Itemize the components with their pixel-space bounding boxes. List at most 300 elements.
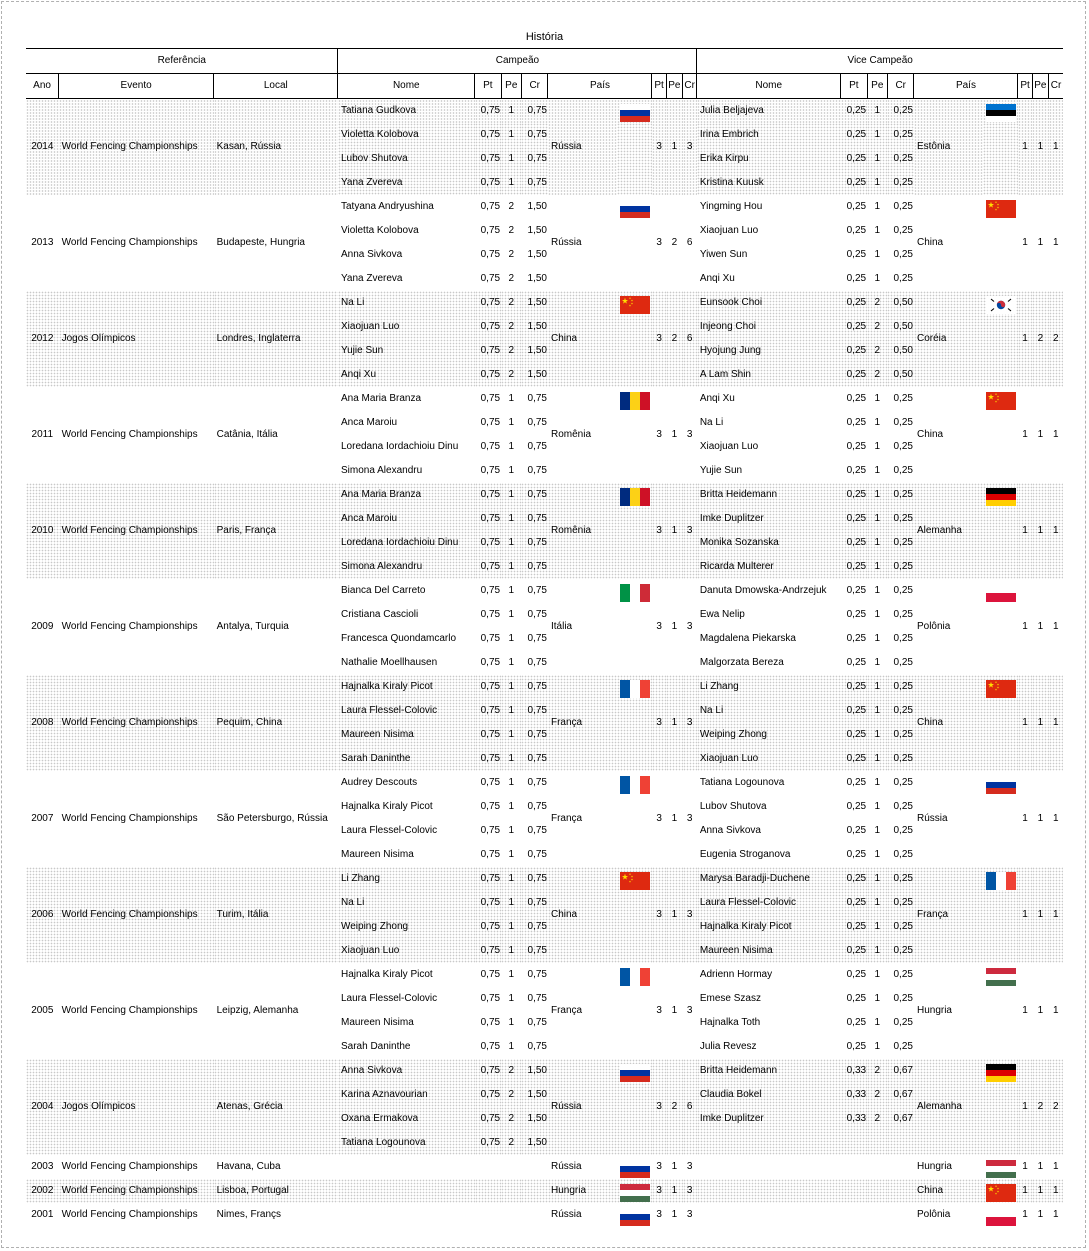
champion-member-name	[338, 1179, 475, 1203]
year-cell: 2006	[26, 867, 59, 963]
vice-total-pe: 1	[1032, 675, 1048, 771]
vice-total-pt: 1	[1018, 675, 1032, 771]
vice-member-cr: 0,25	[887, 483, 914, 507]
champion-member-name: Sarah Daninthe	[340, 1041, 411, 1052]
vice-member-cr: 0,25	[893, 993, 913, 1004]
vice-flag-spacer	[983, 171, 1018, 195]
vice-member-pt: 0,25	[841, 363, 868, 387]
champion-flag-spacer	[617, 147, 652, 171]
champion-member-pt: 0,75	[480, 585, 501, 596]
champion-member-pe: 1	[508, 969, 515, 980]
vice-member-pe: 2	[867, 315, 887, 339]
champion-total-pe: 1	[666, 675, 682, 771]
romania-flag-icon	[620, 392, 650, 410]
vice-member-pt	[841, 1131, 868, 1155]
champion-country: Romênia	[550, 429, 592, 440]
col-local: Local	[214, 74, 338, 99]
vice-member-pe: 1	[867, 555, 887, 579]
champion-flag-spacer	[617, 339, 652, 363]
vice-total-pe: 1	[1032, 867, 1048, 963]
champion-total-pe: 2	[671, 237, 678, 248]
champion-flag-spacer	[617, 795, 652, 819]
champion-total-cr: 6	[683, 1059, 697, 1155]
champion-member-name: Francesca Quondamcarlo	[340, 633, 457, 644]
vice-total-pe: 1	[1037, 621, 1044, 632]
local-cell: Havana, Cuba	[216, 1161, 281, 1172]
champion-flag-spacer	[617, 819, 652, 843]
champion-member-cr: 1,50	[527, 249, 547, 260]
russia-flag-icon	[620, 1208, 650, 1226]
champion-member-cr: 1,50	[527, 273, 547, 284]
vice-member-pe: 1	[874, 1041, 881, 1052]
vice-member-name: Anqi Xu	[699, 273, 735, 284]
champion-member-cr: 1,50	[521, 1107, 548, 1131]
vice-member-pe: 1	[867, 531, 887, 555]
vice-flag-cell	[983, 1059, 1018, 1083]
france-flag-icon	[620, 776, 650, 794]
champion-flag-cell	[617, 579, 652, 603]
champion-total-pt: 3	[656, 1209, 662, 1220]
vice-member-pe: 1	[874, 1017, 881, 1028]
vice-country: China	[916, 237, 944, 248]
champion-member-cr	[521, 1179, 548, 1203]
vice-country: China	[914, 1179, 983, 1203]
vice-country: Alemanha	[914, 483, 983, 579]
champion-flag-spacer	[617, 1131, 652, 1155]
champion-member-name: Hajnalka Kiraly Picot	[338, 675, 475, 699]
local-cell: Antalya, Turquia	[216, 621, 289, 632]
event-group	[26, 1179, 1063, 1203]
champion-total-pe: 1	[666, 867, 682, 963]
champion-country: Hungria	[548, 1179, 617, 1203]
champion-member-name: Anqi Xu	[338, 363, 475, 387]
champion-member-pt: 0,75	[475, 123, 502, 147]
champion-member-pe: 1	[501, 699, 521, 723]
champion-total-cr: 3	[683, 483, 697, 579]
event-group	[26, 291, 1063, 387]
champion-country: Rússia	[548, 99, 617, 196]
table-row	[26, 291, 1063, 315]
vice-member-cr: 0,25	[893, 1041, 913, 1052]
vice-total-pt: 1	[1018, 1179, 1032, 1203]
vice-member-cr: 0,25	[893, 417, 913, 428]
vice-flag-cell	[983, 195, 1018, 219]
year-cell: 2005	[31, 1005, 54, 1016]
champion-member-name: Oxana Ermakova	[338, 1107, 475, 1131]
vice-total-pe: 1	[1032, 99, 1048, 196]
champion-member-pe: 1	[508, 465, 515, 476]
vice-member-pe: 1	[874, 633, 881, 644]
vice-member-pt: 0,25	[846, 465, 867, 476]
champion-member-pt: 0,75	[475, 315, 502, 339]
year-cell: 2010	[26, 483, 59, 579]
champion-total-pe: 1	[671, 1005, 678, 1016]
champion-flag-cell	[617, 1059, 652, 1083]
vice-member-cr: 0,50	[887, 363, 914, 387]
vice-member-pe: 1	[867, 915, 887, 939]
champion-member-cr: 1,50	[521, 1131, 548, 1155]
champion-flag-spacer	[617, 915, 652, 939]
vice-member-name: Kristina Kuusk	[697, 171, 841, 195]
col-pe: Pe	[501, 74, 521, 99]
vice-member-pe: 1	[874, 441, 881, 452]
event-group	[26, 99, 1063, 196]
champion-member-pt: 0,75	[480, 801, 501, 812]
champion-member-name: Hajnalka Kiraly Picot	[340, 801, 433, 812]
champion-member-pe: 1	[508, 849, 515, 860]
year-cell: 2001	[31, 1209, 54, 1220]
vice-member-name	[697, 1203, 841, 1227]
champion-member-cr: 0,75	[521, 531, 548, 555]
event-cell: World Fencing Championships	[59, 483, 214, 579]
champion-member-pe: 2	[501, 1083, 521, 1107]
champion-flag-cell	[617, 1155, 652, 1179]
vice-flag-spacer	[983, 891, 1018, 915]
champion-total-cr: 6	[686, 237, 693, 248]
vice-member-name: Marysa Baradji-Duchene	[697, 867, 841, 891]
champion-member-name: Tatiana Logounova	[338, 1131, 475, 1155]
champion-flag-cell	[617, 1203, 652, 1227]
vice-member-pe: 1	[874, 825, 881, 836]
vice-member-name: Imke Duplitzer	[697, 1107, 841, 1131]
champion-member-pt: 0,75	[475, 507, 502, 531]
china-flag-icon	[986, 200, 1016, 218]
champion-flag-spacer	[617, 315, 652, 339]
champion-total-pe: 1	[671, 429, 678, 440]
vice-member-cr: 0,25	[893, 465, 913, 476]
vice-member-pt	[841, 1179, 868, 1203]
champion-total-pe: 2	[666, 291, 682, 387]
champion-flag-spacer	[617, 411, 652, 435]
champion-member-cr: 0,75	[527, 465, 547, 476]
vice-flag-spacer	[983, 723, 1018, 747]
champion-flag-cell	[617, 675, 652, 699]
champion-country: China	[548, 291, 617, 387]
vice-total-pe: 1	[1037, 429, 1044, 440]
champion-member-name: Loredana Iordachioiu Dinu	[340, 441, 459, 452]
champion-member-name: Simona Alexandru	[340, 465, 423, 476]
vice-member-cr: 0,25	[893, 777, 913, 788]
vice-member-cr: 0,25	[893, 849, 913, 860]
year-cell: 2004	[26, 1059, 59, 1155]
vice-member-name	[697, 1131, 841, 1155]
vice-flag-spacer	[983, 843, 1018, 867]
vice-member-cr	[887, 1155, 914, 1179]
vice-member-pt: 0,25	[846, 585, 867, 596]
champion-member-cr	[521, 1155, 548, 1179]
champion-flag-cell	[617, 771, 652, 795]
vice-country: Estônia	[914, 99, 983, 196]
vice-flag-spacer	[983, 603, 1018, 627]
champion-total-cr: 6	[683, 291, 697, 387]
vice-member-pe: 2	[867, 363, 887, 387]
vice-member-name: Anna Sivkova	[699, 825, 761, 836]
champion-member-pe: 1	[508, 417, 515, 428]
champion-country: Rússia	[548, 1059, 617, 1155]
champion-member-pe: 2	[501, 315, 521, 339]
vice-country: Hungria	[916, 1161, 952, 1172]
champion-member-pt: 0,75	[480, 417, 501, 428]
champion-member-pe: 2	[501, 291, 521, 315]
france-flag-icon	[986, 872, 1016, 890]
vice-total-pt: 1	[1022, 1161, 1028, 1172]
champion-flag-cell	[617, 1179, 652, 1203]
year-cell: 2013	[31, 237, 54, 248]
champion-member-pt: 0,75	[480, 849, 501, 860]
event-cell: World Fencing Championships	[61, 813, 198, 824]
vice-flag-spacer	[983, 123, 1018, 147]
event-group	[26, 483, 1063, 579]
vice-member-name: Anqi Xu	[699, 393, 735, 404]
champion-member-cr: 1,50	[521, 1059, 548, 1083]
champion-total-pt: 3	[652, 483, 666, 579]
champion-member-pe: 1	[501, 147, 521, 171]
champion-flag-spacer	[617, 363, 652, 387]
event-cell: World Fencing Championships	[61, 1161, 198, 1172]
champion-member-name: Cristiana Cascioli	[340, 609, 419, 620]
champion-member-pe: 2	[501, 339, 521, 363]
vice-member-cr: 0,25	[893, 249, 913, 260]
champion-member-pt: 0,75	[480, 969, 501, 980]
vice-total-pe: 2	[1032, 291, 1048, 387]
champion-member-pe	[501, 1179, 521, 1203]
champion-member-pt: 0,75	[480, 633, 501, 644]
vice-member-name: Na Li	[699, 417, 724, 428]
champion-member-name: Li Zhang	[338, 867, 475, 891]
estonia-flag-icon	[986, 104, 1016, 122]
table-row	[26, 1059, 1063, 1083]
vice-member-pt: 0,25	[846, 825, 867, 836]
vice-flag-cell	[983, 1155, 1018, 1179]
champion-member-cr: 0,75	[521, 723, 548, 747]
vice-total-pt: 1	[1018, 483, 1032, 579]
vice-member-pt: 0,25	[846, 201, 867, 212]
vice-flag-spacer	[983, 1083, 1018, 1107]
vice-member-name: Malgorzata Bereza	[699, 657, 784, 668]
champion-country: Rússia	[550, 1209, 582, 1220]
champion-member-pe: 2	[501, 1059, 521, 1083]
champion-total-pt: 3	[652, 1179, 666, 1203]
champion-member-pe	[501, 1155, 521, 1179]
china-flag-icon	[620, 872, 650, 890]
vice-flag-cell	[983, 867, 1018, 891]
vice-member-pt: 0,25	[841, 507, 868, 531]
vice-member-pe: 1	[867, 867, 887, 891]
vice-total-pt: 1	[1022, 237, 1028, 248]
vice-member-pe: 1	[867, 891, 887, 915]
vice-member-pe: 1	[874, 249, 881, 260]
champion-member-name: Nathalie Moellhausen	[340, 657, 438, 668]
vice-member-pe: 1	[867, 723, 887, 747]
vice-flag-spacer	[983, 507, 1018, 531]
champion-flag-spacer	[617, 939, 652, 963]
vice-member-cr: 0,25	[887, 699, 914, 723]
champion-total-pt: 3	[656, 429, 662, 440]
champion-total-pt: 3	[652, 99, 666, 196]
vice-country: Rússia	[916, 813, 948, 824]
vice-member-name: Xiaojuan Luo	[699, 225, 759, 236]
vice-total-pt: 1	[1018, 99, 1032, 196]
vice-member-cr	[887, 1131, 914, 1155]
year-cell: 2012	[26, 291, 59, 387]
year-cell: 2014	[26, 99, 59, 196]
local-cell: Turim, Itália	[214, 867, 338, 963]
event-group	[26, 1203, 1063, 1227]
champion-member-name: Bianca Del Carreto	[340, 585, 426, 596]
champion-member-name: Loredana Iordachioiu Dinu	[338, 531, 475, 555]
event-cell: World Fencing Championships	[61, 1005, 198, 1016]
vice-member-pe: 1	[867, 171, 887, 195]
vice-member-cr: 0,25	[893, 825, 913, 836]
vice-member-cr: 0,25	[887, 507, 914, 531]
champion-member-cr: 0,75	[527, 849, 547, 860]
champion-member-pe: 1	[508, 993, 515, 1004]
vice-member-cr: 0,25	[893, 657, 913, 668]
vice-member-cr	[887, 1203, 914, 1227]
champion-flag-spacer	[617, 1011, 652, 1035]
champion-member-pe: 1	[501, 747, 521, 771]
vice-member-name: Monika Sozanska	[697, 531, 841, 555]
champion-member-pe: 2	[508, 201, 515, 212]
vice-member-pe	[867, 1131, 887, 1155]
table-row	[26, 579, 1063, 603]
vice-member-cr: 0,25	[887, 531, 914, 555]
champion-member-pe: 1	[508, 585, 515, 596]
russia-flag-icon	[620, 1064, 650, 1082]
champion-total-cr: 3	[686, 1209, 693, 1220]
champion-member-name: Anna Sivkova	[338, 1059, 475, 1083]
vice-flag-spacer	[983, 267, 1018, 291]
champion-member-pt: 0,75	[475, 339, 502, 363]
vice-member-pt: 0,25	[841, 339, 868, 363]
poland-flag-icon	[986, 584, 1016, 602]
vice-member-name: Li Zhang	[697, 675, 841, 699]
table-row	[26, 99, 1063, 124]
vice-total-pe: 1	[1037, 1161, 1044, 1172]
champion-total-pt: 3	[652, 291, 666, 387]
vice-member-pt: 0,25	[841, 747, 868, 771]
vice-member-name: A Lam Shin	[697, 363, 841, 387]
champion-total-pt: 3	[652, 1059, 666, 1155]
champion-member-pt: 0,75	[475, 723, 502, 747]
hungary-flag-icon	[986, 1160, 1016, 1178]
vice-total-pt: 1	[1022, 1209, 1028, 1220]
vice-member-pt: 0,25	[846, 657, 867, 668]
champion-flag-spacer	[617, 531, 652, 555]
vice-total-cr: 1	[1052, 621, 1059, 632]
champion-member-pt: 0,75	[480, 1017, 501, 1028]
champion-member-cr: 0,75	[521, 891, 548, 915]
vice-member-pe	[867, 1155, 887, 1179]
vice-member-cr: 0,25	[893, 441, 913, 452]
champion-member-pe: 1	[501, 99, 521, 124]
champion-member-name: Weiping Zhong	[338, 915, 475, 939]
table-row	[26, 771, 1063, 795]
vice-flag-spacer	[983, 747, 1018, 771]
vice-flag-cell	[983, 579, 1018, 603]
table-row	[26, 483, 1063, 507]
champion-member-pe: 1	[508, 657, 515, 668]
vice-member-cr: 0,25	[887, 939, 914, 963]
champion-flag-spacer	[617, 267, 652, 291]
vice-total-pe: 1	[1032, 1179, 1048, 1203]
champion-member-pt: 0,75	[475, 867, 502, 891]
vice-member-cr: 0,25	[893, 801, 913, 812]
champion-member-name: Tatyana Andryushina	[340, 201, 434, 212]
champion-member-name	[338, 1155, 475, 1179]
champion-total-pt: 3	[656, 813, 662, 824]
champion-country: Romênia	[548, 483, 617, 579]
vice-member-pe: 1	[874, 801, 881, 812]
champion-member-cr: 1,50	[521, 315, 548, 339]
champion-member-cr: 0,75	[521, 123, 548, 147]
champion-member-name: Laura Flessel-Colovic	[338, 699, 475, 723]
champion-flag-spacer	[617, 627, 652, 651]
vice-country: Hungria	[916, 1005, 952, 1016]
vice-member-cr: 0,67	[887, 1083, 914, 1107]
germany-flag-icon	[986, 1064, 1016, 1082]
vice-flag-spacer	[983, 939, 1018, 963]
vice-member-cr: 0,25	[887, 123, 914, 147]
vice-total-cr: 1	[1049, 99, 1063, 196]
champion-flag-spacer	[617, 435, 652, 459]
vice-member-pe: 1	[874, 849, 881, 860]
vice-member-cr: 0,25	[893, 585, 913, 596]
vice-member-cr: 0,25	[893, 609, 913, 620]
champion-flag-spacer	[617, 123, 652, 147]
event-group	[26, 387, 1063, 483]
france-flag-icon	[620, 968, 650, 986]
vice-total-pe: 1	[1037, 813, 1044, 824]
local-cell: Atenas, Grécia	[214, 1059, 338, 1155]
champion-member-cr: 1,50	[521, 339, 548, 363]
vice-flag-spacer	[983, 435, 1018, 459]
vice-flag-spacer	[983, 987, 1018, 1011]
col-vice-cr: Cr	[887, 74, 914, 99]
vice-member-name: Hajnalka Toth	[699, 1017, 761, 1028]
vice-country: França	[914, 867, 983, 963]
champion-member-cr: 1,50	[527, 201, 547, 212]
group-header-vice-campeao: Vice Campeão	[697, 49, 1063, 74]
event-group	[26, 963, 1063, 1059]
vice-member-pt: 0,25	[841, 939, 868, 963]
vice-member-cr: 0,67	[887, 1107, 914, 1131]
champion-flag-spacer	[617, 651, 652, 675]
local-cell: Paris, França	[214, 483, 338, 579]
champion-flag-spacer	[617, 891, 652, 915]
group-header-campeao: Campeão	[338, 49, 697, 74]
vice-member-pt: 0,25	[841, 123, 868, 147]
vice-member-name	[697, 1179, 841, 1203]
champion-member-name: Anca Maroiu	[338, 507, 475, 531]
champion-member-cr: 0,75	[527, 609, 547, 620]
table-row	[26, 867, 1063, 891]
champion-flag-cell	[617, 963, 652, 987]
champion-flag-spacer	[617, 243, 652, 267]
vice-member-pe: 1	[867, 483, 887, 507]
vice-total-cr: 1	[1052, 813, 1059, 824]
vice-member-pt: 0,25	[841, 723, 868, 747]
event-group	[26, 1059, 1063, 1155]
champion-total-pe: 1	[671, 1161, 678, 1172]
vice-member-pe: 1	[874, 225, 881, 236]
champion-member-pe: 2	[508, 249, 515, 260]
champion-flag-spacer	[617, 723, 652, 747]
vice-member-cr: 0,25	[893, 393, 913, 404]
champion-member-pe: 1	[508, 1017, 515, 1028]
champion-member-pe: 1	[501, 915, 521, 939]
vice-member-pe: 1	[874, 993, 881, 1004]
